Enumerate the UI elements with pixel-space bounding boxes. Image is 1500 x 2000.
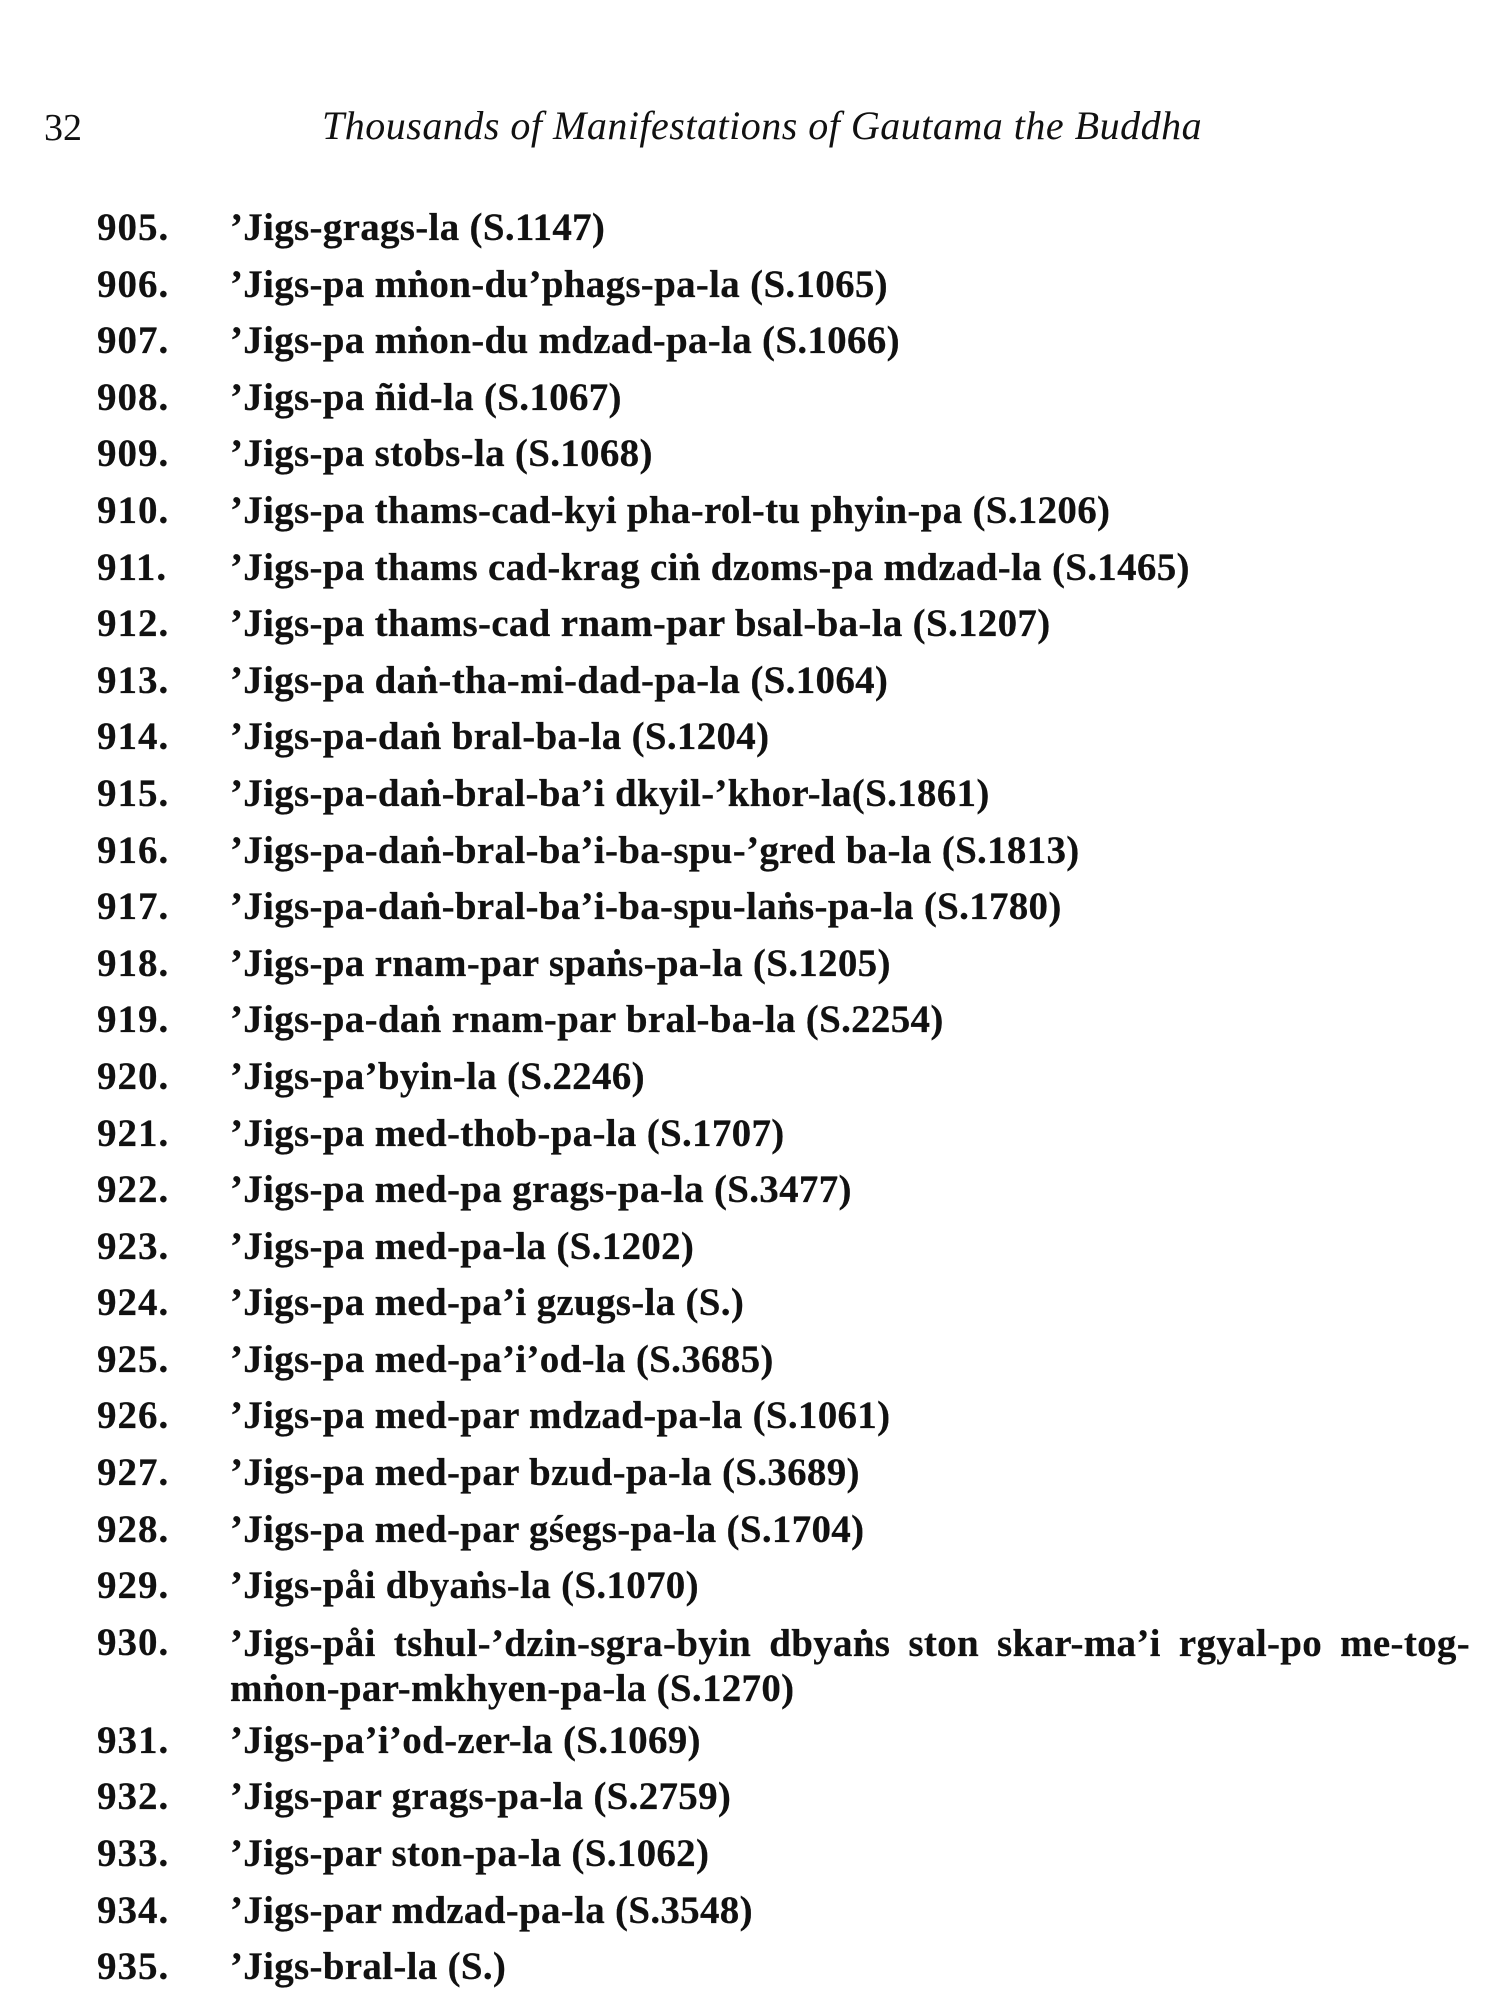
list-item [0,596,1500,653]
entry-number: 911. [97,545,168,589]
list-item [0,709,1500,766]
entry-text: ’Jigs-pa mṅon-du’phags-pa-la (S.1065) [230,262,888,306]
entry-number: 935. [97,1945,170,1989]
entry-text: ’Jigs-grags-la (S.1147) [230,206,606,249]
list-item [0,426,1500,483]
list-item [0,1883,1500,1940]
list-item [0,257,1500,314]
entry-text: ’Jigs-pa-daṅ-bral-ba’i dkyil-’khor-la(S.1861) [230,771,990,815]
entry-text: ’Jigs-pa mṅon-du mdzad-pa-la (S.1066) [230,319,900,363]
list-item [0,1502,1500,1559]
entry-text: ’Jigs-pa-daṅ-bral-ba’i-ba-spu-’gred ba-la (S.1813) [230,828,1080,872]
entry-number: 930. [97,1620,170,1664]
entry-number: 921. [97,1111,170,1155]
entry-text: ’Jigs-pa thams cad-krag ciṅ dzoms-pa mdzad-la (S.1465) [230,545,1190,589]
entry-number: 907. [97,319,170,363]
list-item [0,1219,1500,1276]
entry-number: 927. [97,1451,170,1495]
entry-number: 910. [97,488,170,532]
list-item [0,1939,1500,1996]
entry-text: ’Jigs-pa stobs-la (S.1068) [230,432,653,476]
list-item [0,1332,1500,1389]
entry-number: 920. [97,1054,170,1098]
entry-text: ’Jigs-par ston-pa-la (S.1062) [230,1832,710,1876]
list-item [0,1162,1500,1219]
entry-number: 918. [97,941,170,985]
list-item [0,1713,1500,1770]
list-item [0,1049,1500,1106]
entry-number: 909. [97,432,170,476]
entry-number: 932. [97,1775,170,1819]
entry-number: 912. [97,602,170,646]
list-item [0,200,1500,257]
entry-number: 919. [97,998,170,1042]
entry-text: ’Jigs-pa med-pa’i’od-la (S.3685) [230,1337,774,1381]
entry-text: ’Jigs-pa med-par bzud-pa-la (S.3689) [230,1451,860,1495]
list-item [0,823,1500,880]
entry-number: 923. [97,1224,170,1268]
entry-number: 922. [97,1168,170,1212]
list-item [0,1826,1500,1883]
entry-number: 931. [97,1718,170,1762]
entry-list [0,200,1500,1996]
list-item [0,1106,1500,1163]
list-item [0,936,1500,993]
entry-text: ’Jigs-pa ñid-la (S.1067) [230,375,622,419]
entry-text: ’Jigs-bral-la (S.) [230,1945,507,1989]
entry-text: ’Jigs-pa med-thob-pa-la (S.1707) [230,1111,785,1155]
entry-text: ’Jigs-påi dbyaṅs-la (S.1070) [230,1564,699,1608]
entry-number: 905. [97,206,170,249]
entry-number: 906. [97,262,170,306]
entry-number: 914. [97,715,170,759]
entry-text: ’Jigs-pa med-pa’i gzugs-la (S.) [230,1281,745,1325]
list-item [0,766,1500,823]
entry-text: ’Jigs-pa’i’od-zer-la (S.1069) [230,1718,701,1762]
entry-text: ’Jigs-par mdzad-pa-la (S.3548) [230,1888,753,1932]
entry-text: ’Jigs-pa thams-cad rnam-par bsal-ba-la (S.1207) [230,602,1051,646]
list-item [0,1445,1500,1502]
entry-text: ’Jigs-pa’byin-la (S.2246) [230,1054,645,1098]
entry-text: ’Jigs-pa thams-cad-kyi pha-rol-tu phyin-pa (S.1206) [230,488,1111,532]
entry-text: ’Jigs-pa daṅ-tha-mi-dad-pa-la (S.1064) [230,658,889,702]
entry-number: 915. [97,771,170,815]
entry-number: 913. [97,658,170,702]
entry-text: ’Jigs-påi tshul-’dzin-sgra-byin dbyaṅs ston skar-ma’i rgyal-po me-tog-mṅon-par-mkhyen-pa-la (S.1270) [230,1621,1470,1710]
entry-number: 926. [97,1394,170,1438]
list-item [0,1615,1500,1711]
running-title: Thousands of Manifestations of Gautama the Buddha [322,103,1203,148]
list-item [0,1275,1500,1332]
entry-text: ’Jigs-pa-daṅ rnam-par bral-ba-la (S.2254) [230,998,944,1042]
list-item [0,370,1500,427]
list-item [0,992,1500,1049]
entry-number: 929. [97,1564,170,1608]
entry-text: ’Jigs-pa-daṅ-bral-ba’i-ba-spu-laṅs-pa-la (S.1780) [230,885,1062,929]
list-item [0,1388,1500,1445]
entry-number: 917. [97,885,170,929]
entry-number: 916. [97,828,170,872]
entry-text: ’Jigs-pa med-par mdzad-pa-la (S.1061) [230,1394,891,1438]
list-item [0,1558,1500,1615]
entry-number: 925. [97,1337,170,1381]
list-item [0,879,1500,936]
list-item [0,653,1500,710]
entry-number: 933. [97,1832,170,1876]
list-item [0,1769,1500,1826]
entry-text: ’Jigs-pa med-pa-la (S.1202) [230,1224,695,1268]
list-item [0,313,1500,370]
page-number: 32 [44,107,82,149]
entry-number: 908. [97,375,170,419]
entry-text: ’Jigs-pa rnam-par spaṅs-pa-la (S.1205) [230,941,891,985]
entry-text: ’Jigs-pa-daṅ bral-ba-la (S.1204) [230,715,770,759]
entry-number: 934. [97,1888,170,1932]
entry-number: 924. [97,1281,170,1325]
entry-number: 928. [97,1507,170,1551]
entry-text: ’Jigs-pa med-pa grags-pa-la (S.3477) [230,1168,852,1212]
entry-text: ’Jigs-par grags-pa-la (S.2759) [230,1775,732,1819]
entry-text: ’Jigs-pa med-par gśegs-pa-la (S.1704) [230,1507,865,1551]
list-item [0,483,1500,540]
list-item [0,540,1500,597]
